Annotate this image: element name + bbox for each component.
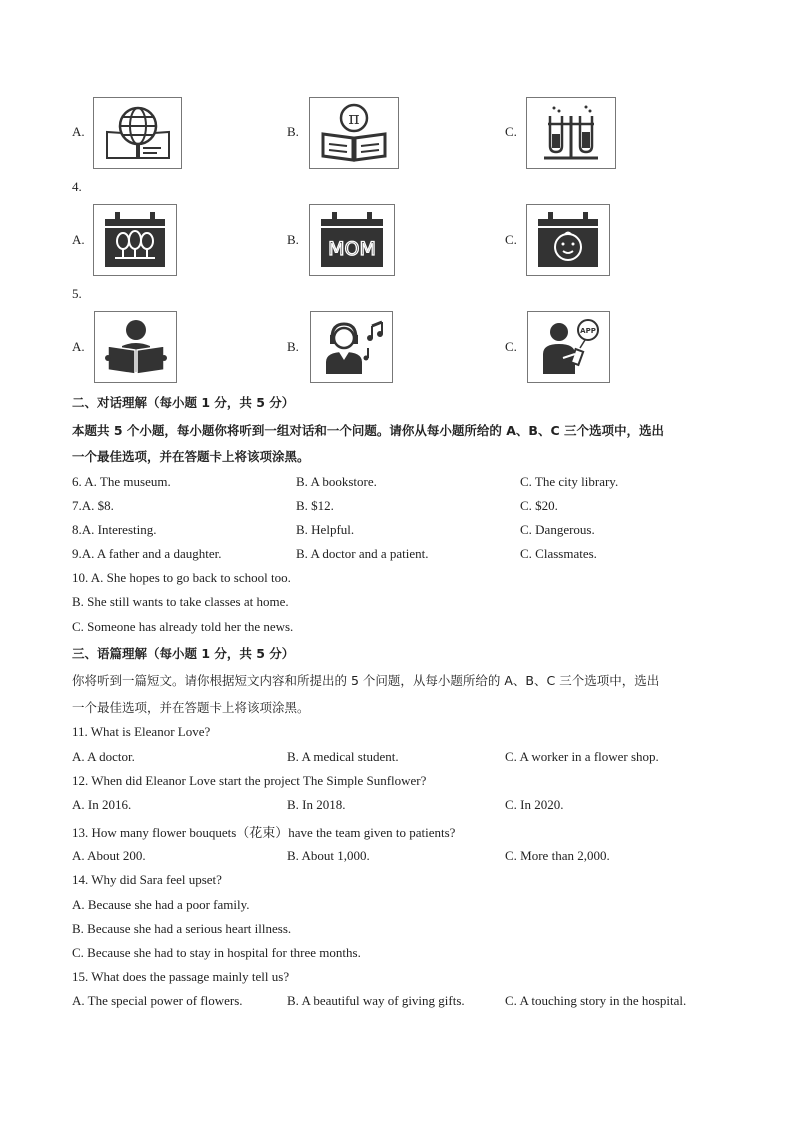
section-instruction: 一个最佳选项，并在答题卡上将该项涂黑。 xyxy=(72,449,310,464)
person-phone-app-icon[interactable] xyxy=(527,311,610,383)
answer-option[interactable]: C. Classmates. xyxy=(520,546,597,561)
answer-option[interactable]: B. She still wants to take classes at home. xyxy=(72,594,289,609)
answer-option[interactable]: A. About 200. xyxy=(72,848,146,863)
option-letter: A. xyxy=(72,339,85,354)
calendar-baby-icon[interactable] xyxy=(526,204,610,276)
answer-option[interactable]: C. Someone has already told her the news. xyxy=(72,619,294,634)
answer-option[interactable]: C. A worker in a flower shop. xyxy=(505,749,659,764)
option-letter: B. xyxy=(287,124,299,139)
section-instruction: 本题共 5 个小题，每小题你将听到一组对话和一个问题。请你从每小题所给的 A、B、C 三个选项中，选出 xyxy=(72,423,664,438)
option-letter: C. xyxy=(505,232,517,247)
option-letter: A. xyxy=(72,232,85,247)
answer-option[interactable]: C. Because she had to stay in hospital for three months. xyxy=(72,945,361,960)
app-text: APP xyxy=(579,327,596,335)
option-letter: A. xyxy=(72,124,85,139)
question-text: 12. When did Eleanor Love start the project The Simple Sunflower? xyxy=(72,773,427,788)
mom-text: MOM xyxy=(328,238,376,260)
question-text: 15. What does the passage mainly tell us? xyxy=(72,969,290,984)
answer-option[interactable]: A. A doctor. xyxy=(72,749,135,764)
answer-option[interactable]: B. $12. xyxy=(296,498,334,513)
answer-option[interactable]: B. About 1,000. xyxy=(287,848,370,863)
question-text: 11. What is Eleanor Love? xyxy=(72,724,211,739)
option-letter: B. xyxy=(287,339,299,354)
answer-option[interactable]: A. In 2016. xyxy=(72,797,132,812)
section-instruction: 你将听到一篇短文。请你根据短文内容和所提出的 5 个问题，从每小题所给的 A、B、C 三个选项中，选出 xyxy=(72,673,660,688)
calendar-mom-icon[interactable] xyxy=(309,204,395,276)
test-tubes-icon[interactable] xyxy=(526,97,616,169)
question-text: 14. Why did Sara feel upset? xyxy=(72,872,222,887)
answer-option[interactable]: B. Helpful. xyxy=(296,522,355,537)
person-music-icon[interactable] xyxy=(310,311,393,383)
answer-option[interactable]: 8.A. Interesting. xyxy=(72,522,157,537)
answer-option[interactable]: B. A bookstore. xyxy=(296,474,377,489)
option-letter: C. xyxy=(505,339,517,354)
person-reading-icon[interactable] xyxy=(94,311,177,383)
section-heading: 三、语篇理解（每小题 1 分，共 5 分） xyxy=(72,646,295,661)
answer-option[interactable]: C. $20. xyxy=(520,498,558,513)
pi-book-icon[interactable] xyxy=(309,97,399,169)
answer-option[interactable]: B. A doctor and a patient. xyxy=(296,546,429,561)
answer-option[interactable]: A. The special power of flowers. xyxy=(72,993,243,1008)
answer-option[interactable]: C. Dangerous. xyxy=(520,522,595,537)
section-instruction: 一个最佳选项，并在答题卡上将该项涂黑。 xyxy=(72,700,310,715)
question-number: 4. xyxy=(72,179,82,194)
question-text: 13. How many flower bouquets（花束）have the team given to patients? xyxy=(72,825,456,840)
option-letter: B. xyxy=(287,232,299,247)
globe-book-icon[interactable] xyxy=(93,97,182,169)
answer-option[interactable]: 6. A. The museum. xyxy=(72,474,171,489)
answer-option[interactable]: B. A beautiful way of giving gifts. xyxy=(287,993,465,1008)
answer-option[interactable]: A. Because she had a poor family. xyxy=(72,897,250,912)
answer-option[interactable]: 9.A. A father and a daughter. xyxy=(72,546,222,561)
section-heading: 二、对话理解（每小题 1 分，共 5 分） xyxy=(72,395,295,410)
option-letter: C. xyxy=(505,124,517,139)
answer-option[interactable]: B. A medical student. xyxy=(287,749,399,764)
answer-option[interactable]: C. The city library. xyxy=(520,474,619,489)
question-number: 5. xyxy=(72,286,82,301)
svg-text:π: π xyxy=(348,109,360,129)
calendar-trees-icon[interactable] xyxy=(93,204,177,276)
answer-option[interactable]: B. Because she had a serious heart illness. xyxy=(72,921,292,936)
answer-option[interactable]: C. More than 2,000. xyxy=(505,848,610,863)
answer-option[interactable]: 10. A. She hopes to go back to school too. xyxy=(72,570,291,585)
answer-option[interactable]: C. In 2020. xyxy=(505,797,564,812)
answer-option[interactable]: C. A touching story in the hospital. xyxy=(505,993,687,1008)
answer-option[interactable]: B. In 2018. xyxy=(287,797,346,812)
answer-option[interactable]: 7.A. $8. xyxy=(72,498,114,513)
